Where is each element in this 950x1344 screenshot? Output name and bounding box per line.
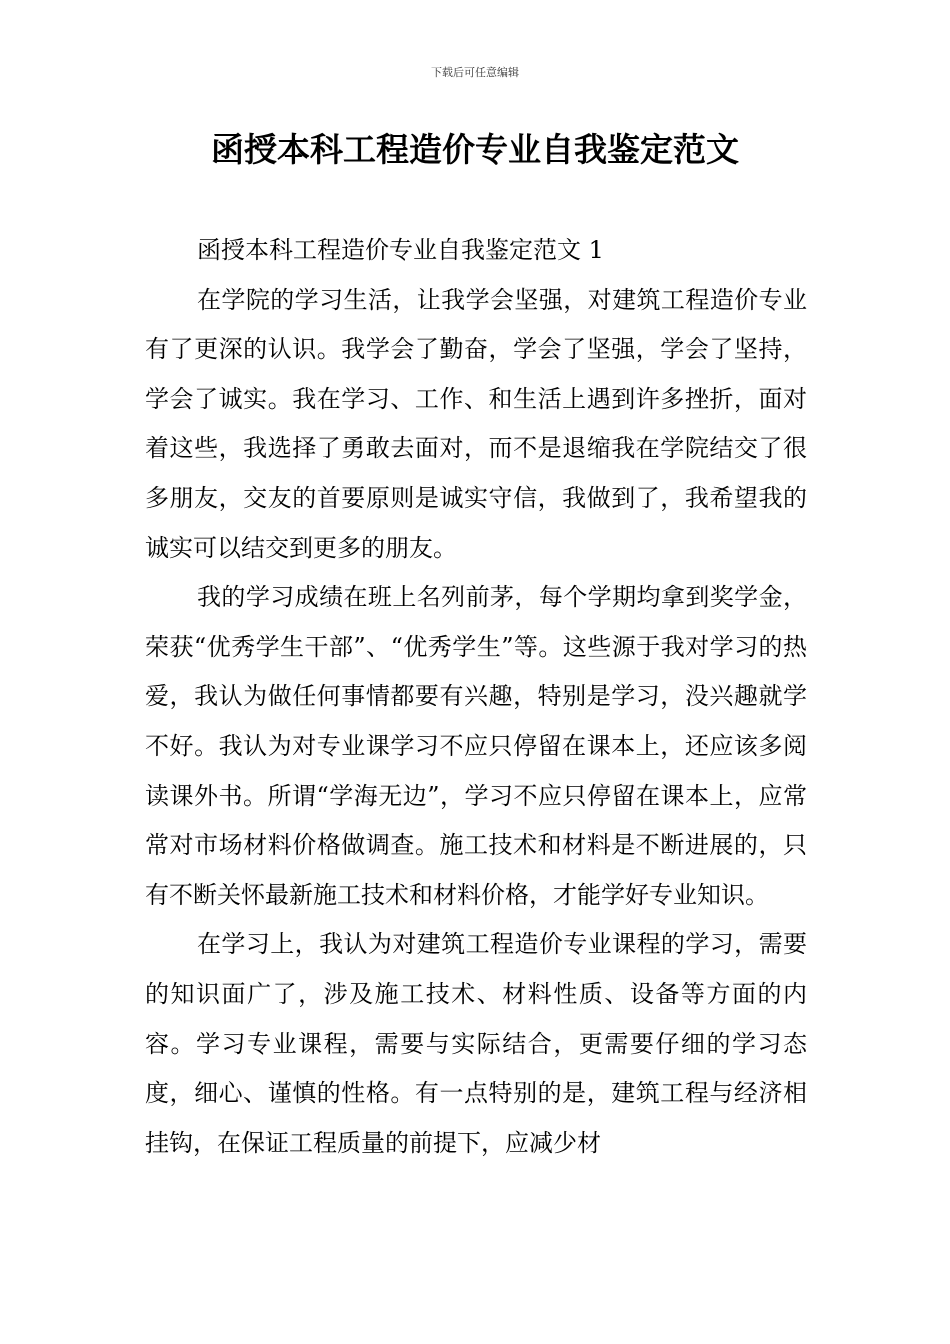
document-title: 函授本科工程造价专业自我鉴定范文: [211, 130, 739, 169]
paragraph-2: 我的学习成绩在班上名列前茅，每个学期均拿到奖学金，荣获“优秀学生干部”、“优秀学生”等。这些源于我对学习的热爱，我认为做任何事情都要有兴趣，特别是学习，没兴趣就学不好。我认为对专业课学习不应只停留在课本上，还应该多阅读课外书。所谓“学海无边”，学习不应只停留在课本上，应常常对市场材料价格做调查。施工技术和材料是不断进展的，只有不断关怀最新施工技术和材料价格，才能学好专业知识。: [145, 583, 807, 909]
header-note: 下载后可任意编辑: [431, 66, 519, 79]
paragraph-1: 在学院的学习生活，让我学会坚强，对建筑工程造价专业有了更深的认识。我学会了勤奋，学会了坚强，学会了坚持，学会了诚实。我在学习、工作、和生活上遇到许多挫折，面对着这些，我选择了勇敢去面对，而不是退缩我在学院结交了很多朋友，交友的首要原则是诚实守信，我做到了，我希望我的诚实可以结交到更多的朋友。: [145, 285, 807, 562]
document-body: [145, 226, 807, 1168]
paragraph-3: 在学习上，我认为对建筑工程造价专业课程的学习，需要的知识面广了，涉及施工技术、材料性质、设备等方面的内容。学习专业课程，需要与实际结合，更需要仔细的学习态度，细心、谨慎的性格。有一点特别的是，建筑工程与经济相挂钩，在保证工程质量的前提下，应减少材: [145, 930, 807, 1157]
section-heading: 函授本科工程造价专业自我鉴定范文 1: [197, 236, 604, 264]
